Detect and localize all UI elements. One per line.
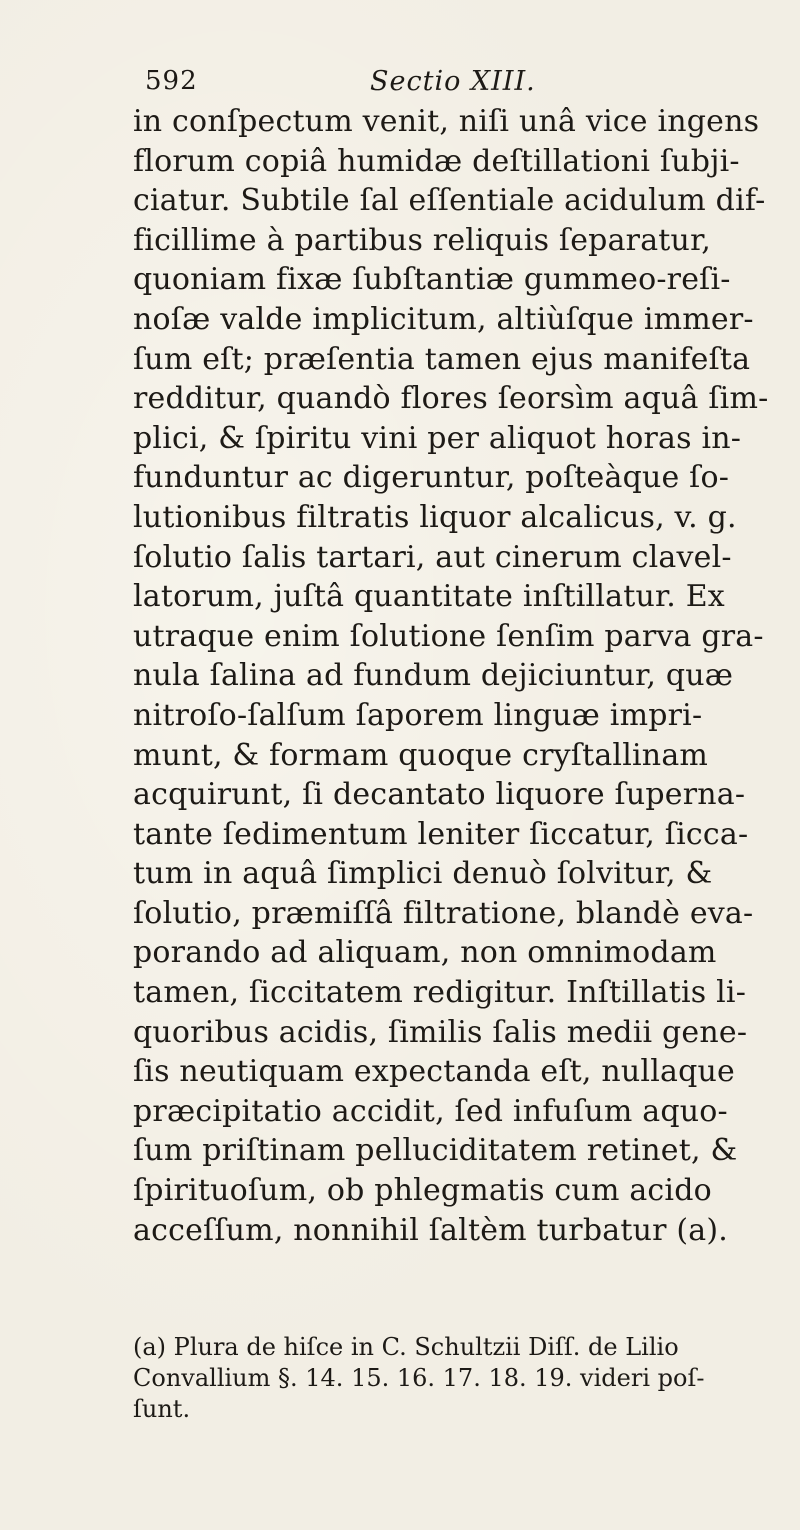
text-line: utraque enim ſolutione ſenſim parva gra-: [133, 618, 764, 654]
text-line: plici, & ſpiritu vini per aliquot horas in-: [133, 420, 742, 456]
text-line: tum in aquâ ſimplici denuò ſolvitur, &: [133, 856, 713, 892]
page-header: [145, 66, 665, 102]
text-line: ficillime à partibus reliquis ſeparatur,: [133, 222, 712, 258]
text-line: quoniam fixæ ſubſtantiæ gummeo-reſi-: [133, 262, 731, 298]
text-line: florum copiâ humidæ deſtillationi ſubji-: [133, 143, 740, 179]
text-line: tante ſedimentum leniter ſiccatur, ſicca-: [133, 816, 749, 852]
page-number: 592: [145, 66, 198, 96]
text-line: ſolutio ſalis tartari, aut cinerum clavel-: [133, 539, 732, 575]
text-line: ſum priſtinam pelluciditatem retinet, &: [133, 1133, 738, 1169]
text-line: lutionibus filtratis liquor alcalicus, v. g.: [133, 499, 737, 535]
text-line: præcipitatio accidit, ſed infuſum aquo-: [133, 1093, 728, 1129]
text-line: tamen, ſiccitatem redigitur. Inſtillatis li-: [133, 975, 747, 1011]
running-head: Sectio XIII.: [370, 66, 536, 97]
text-line: ſum eſt; præſentia tamen ejus manifeſta: [133, 341, 751, 377]
text-line: noſæ valde implicitum, altiùſque immer-: [133, 301, 754, 337]
text-line: porando ad aliquam, non omnimodam: [133, 935, 717, 971]
body-text: [133, 102, 773, 1250]
text-line: ciatur. Subtile ſal eſſentiale acidulum dif-: [133, 183, 766, 219]
text-line: latorum, juſtâ quantitate inſtillatur. Ex: [133, 579, 725, 615]
text-line: nitroſo-ſalſum ſaporem linguæ impri-: [133, 697, 703, 733]
footnote: [133, 1332, 773, 1425]
text-line: acquirunt, ſi decantato liquore ſuperna-: [133, 777, 746, 813]
text-line: funduntur ac digeruntur, poſteàque ſo-: [133, 460, 730, 496]
text-line: ſolutio, præmiſſâ filtratione, blandè eva-: [133, 895, 754, 931]
text-line: redditur, quandò flores ſeorsìm aquâ ſim-: [133, 381, 769, 417]
text-line: munt, & formam quoque cryſtallinam: [133, 737, 709, 773]
footnote-line: ſunt.: [133, 1395, 191, 1423]
text-line: nula ſalina ad fundum dejiciuntur, quæ: [133, 658, 734, 694]
text-line: in conſpectum venit, niſi unâ vice ingens: [133, 104, 760, 139]
text-line: acceſſum, nonnihil ſaltèm turbatur (a).: [133, 1212, 729, 1248]
text-line: quoribus acidis, ſimilis ſalis medii gene-: [133, 1014, 748, 1050]
footnote-line: Convallium §. 14. 15. 16. 17. 18. 19. videri poſ-: [133, 1364, 705, 1392]
footnote-line: (a) Plura de hiſce in C. Schultzii Diſſ. de Lilio: [133, 1333, 679, 1361]
text-line: ſpirituoſum, ob phlegmatis cum acido: [133, 1173, 712, 1209]
text-line: ſis neutiquam expectanda eſt, nullaque: [133, 1054, 735, 1090]
